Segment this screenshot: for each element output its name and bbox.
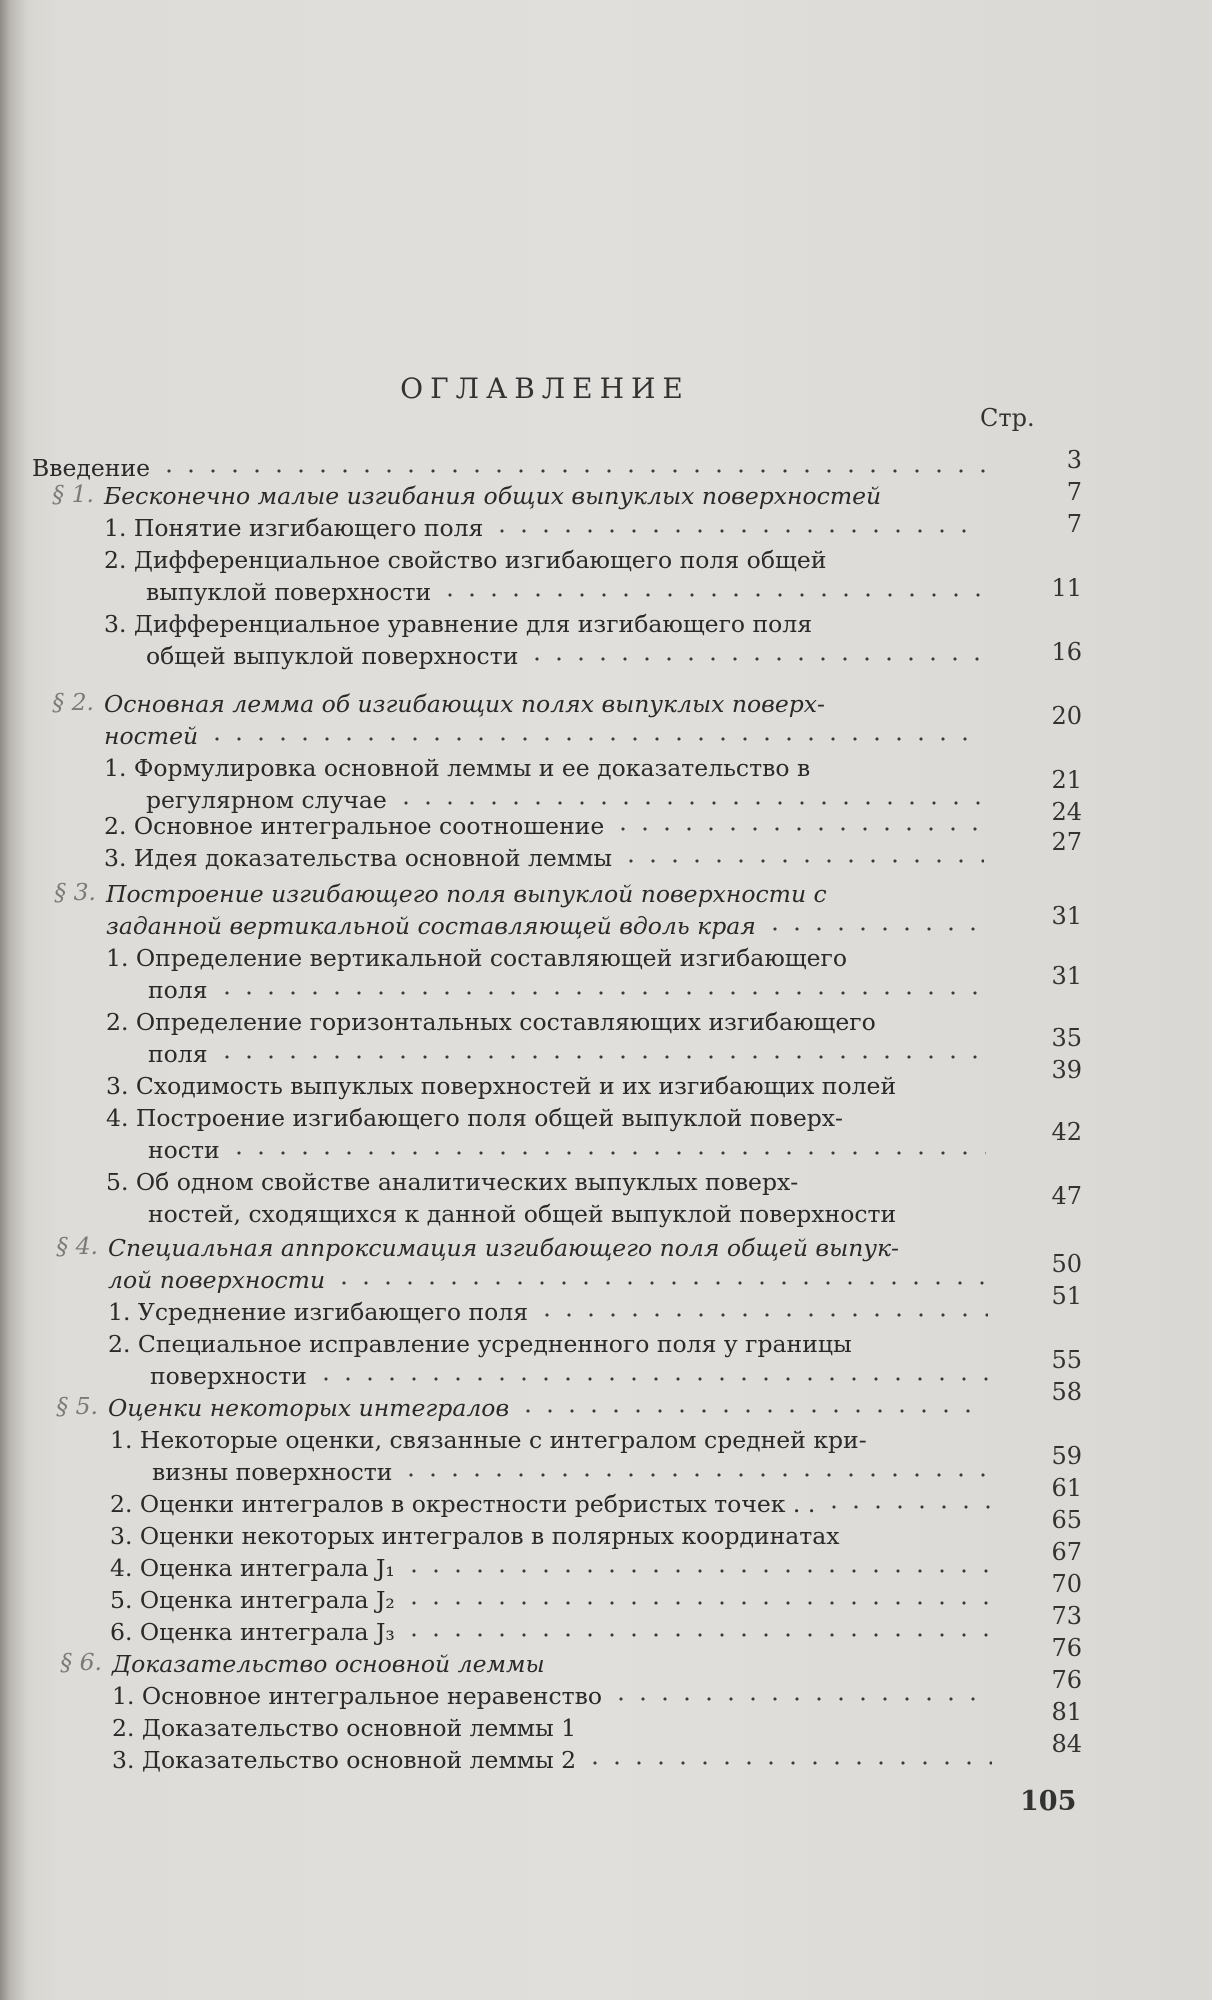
section-mark: § 5. — [56, 1391, 98, 1420]
item-title: 1. Основное интегральное неравенство — [112, 1681, 603, 1710]
page-title: ОГЛАВЛЕНИЕ — [400, 372, 690, 405]
leader-dots — [439, 590, 984, 600]
leader-dots — [584, 1758, 992, 1768]
toc-page-number: 39 — [1051, 1056, 1082, 1084]
toc-page-number: 47 — [1051, 1182, 1082, 1210]
toc-item — [110, 1516, 990, 1550]
toc-page-number: 59 — [1051, 1442, 1082, 1470]
toc-section-3 — [54, 874, 986, 908]
section-title-line-2: ностей — [104, 721, 199, 750]
toc-item — [112, 1740, 992, 1774]
leader-dots — [403, 1630, 990, 1640]
toc-page-number: 11 — [1051, 574, 1082, 602]
toc-item — [104, 806, 984, 840]
item-title: 2. Основное интегральное соотношение — [104, 811, 605, 840]
toc-page-number: 7 — [1066, 478, 1082, 506]
toc-section-1 — [52, 476, 984, 510]
item-title-line-1: 2. Специальное исправление усредненного поля у границы — [108, 1329, 852, 1358]
leader-dots — [403, 1598, 990, 1608]
leader-dots — [620, 856, 984, 866]
leader-dots — [610, 1694, 992, 1704]
leader-dots — [158, 466, 992, 476]
leader-dots — [403, 1566, 990, 1576]
toc-item — [106, 1066, 986, 1100]
item-title-line-2: визны поверхности — [152, 1457, 393, 1486]
toc-page-number: 58 — [1051, 1378, 1082, 1406]
toc-section-continuation — [108, 1260, 988, 1294]
item-title: 1. Понятие изгибающего поля — [104, 513, 484, 542]
item-title: 3. Оценки некоторых интегралов в полярных координатах — [110, 1521, 840, 1550]
toc-page-number: 70 — [1051, 1570, 1082, 1598]
item-title: 2. Доказательство основной леммы 1 — [112, 1713, 577, 1742]
leader-dots — [216, 988, 986, 998]
leader-dots — [764, 924, 986, 934]
toc-item — [108, 1292, 988, 1326]
item-title-line-1: 2. Дифференциальное свойство изгибающего поля общей — [104, 545, 827, 574]
toc-item — [112, 1708, 992, 1742]
leader-dots — [526, 654, 984, 664]
toc-item-continuation — [148, 1194, 986, 1228]
toc-page-number: 3 — [1066, 446, 1082, 474]
toc-section-5 — [56, 1388, 988, 1422]
item-title-line-1: 4. Построение изгибающего поля общей выпуклой поверх- — [106, 1103, 843, 1132]
page-folio-number: 105 — [1020, 1786, 1077, 1817]
toc-page-number: 51 — [1051, 1282, 1082, 1310]
item-title-line-2: поля — [148, 975, 208, 1004]
toc-page-number: 50 — [1051, 1250, 1082, 1278]
toc-page-number: 84 — [1051, 1730, 1082, 1758]
toc-section-continuation — [104, 716, 984, 750]
toc-item — [110, 1484, 990, 1518]
toc-entry-title: Введение — [32, 453, 151, 482]
toc-page-number: 67 — [1051, 1538, 1082, 1566]
leader-dots — [228, 1148, 986, 1158]
toc-item-continuation — [148, 1034, 986, 1068]
toc-page-number: 76 — [1051, 1666, 1082, 1694]
item-title: 3. Сходимость выпуклых поверхностей и их изгибающих полей — [106, 1071, 897, 1100]
toc-section-2 — [52, 684, 984, 718]
toc-item — [104, 508, 984, 542]
item-title-line-2: поверхности — [150, 1361, 307, 1390]
toc-item-continuation — [148, 1130, 986, 1164]
toc-page-number: 31 — [1051, 902, 1082, 930]
section-mark: § 3. — [54, 877, 96, 906]
section-mark: § 4. — [56, 1231, 98, 1260]
item-title-line-1: 1. Формулировка основной леммы и ее доказательство в — [104, 753, 811, 782]
item-title: 4. Оценка интеграла J₁ — [110, 1553, 395, 1582]
section-title-line-1: Основная лемма об изгибающих полях выпуклых поверх- — [104, 689, 825, 718]
toc-page-number: 21 — [1051, 766, 1082, 794]
item-title-line-2: общей выпуклой поверхности — [146, 641, 519, 670]
section-title-line-2: заданной вертикальной составляющей вдоль края — [106, 911, 756, 940]
leader-dots — [612, 824, 984, 834]
item-title: 1. Усреднение изгибающего поля — [108, 1297, 529, 1326]
toc-section-4 — [56, 1228, 988, 1262]
leader-dots — [333, 1278, 988, 1288]
toc-page-number: 7 — [1066, 510, 1082, 538]
section-title-line-1: Построение изгибающего поля выпуклой поверхности с — [106, 879, 827, 908]
toc-item-continuation — [146, 636, 984, 670]
toc-page-number: 31 — [1051, 962, 1082, 990]
toc-page-number: 61 — [1051, 1474, 1082, 1502]
toc-page-number: 81 — [1051, 1698, 1082, 1726]
item-title: 5. Оценка интеграла J₂ — [110, 1585, 395, 1614]
toc-page-number: 27 — [1051, 828, 1082, 856]
item-title: 3. Доказательство основной леммы 2 — [112, 1745, 577, 1774]
section-mark: § 6. — [60, 1647, 102, 1676]
toc-item — [104, 838, 984, 872]
toc-item — [106, 1098, 986, 1132]
leader-dots — [216, 1052, 986, 1062]
toc-item — [106, 938, 986, 972]
item-title: 3. Идея доказательства основной леммы — [104, 843, 613, 872]
section-mark: § 2. — [52, 687, 94, 716]
toc-item — [112, 1676, 992, 1710]
item-title-line-1: 1. Некоторые оценки, связанные с интегралом средней кри- — [110, 1425, 867, 1454]
leader-dots — [206, 734, 984, 744]
toc-page-number: 65 — [1051, 1506, 1082, 1534]
toc-page-number: 35 — [1051, 1024, 1082, 1052]
toc-item-continuation — [150, 1356, 988, 1390]
item-title-line-1: 2. Определение горизонтальных составляющих изгибающего — [106, 1007, 876, 1036]
toc-page-number: 16 — [1051, 638, 1082, 666]
item-title-line-2: ностей, сходящихся к данной общей выпуклой поверхности — [148, 1199, 897, 1228]
toc-item-continuation — [146, 572, 984, 606]
toc-page-number: 20 — [1051, 702, 1082, 730]
page-column-header: Стр. — [980, 404, 1035, 432]
section-title-line-2: лой поверхности — [108, 1265, 326, 1294]
toc-item-continuation — [152, 1452, 990, 1486]
item-title-line-1: 3. Дифференциальное уравнение для изгибающего поля — [104, 609, 813, 638]
section-title: Бесконечно малые изгибания общих выпуклых поверхностей — [104, 481, 882, 510]
section-title: Доказательство основной леммы — [112, 1649, 545, 1678]
toc-page-number: 42 — [1051, 1118, 1082, 1146]
toc-page-number: 24 — [1051, 798, 1082, 826]
item-title-line-1: 5. Об одном свойстве аналитических выпуклых поверх- — [106, 1167, 799, 1196]
leader-dots — [400, 1470, 990, 1480]
item-title: 6. Оценка интеграла J₃ — [110, 1617, 395, 1646]
leader-dots — [315, 1374, 988, 1384]
toc-item — [104, 604, 984, 638]
toc-page-number: 76 — [1051, 1634, 1082, 1662]
item-title-line-2: регулярном случае — [146, 785, 387, 814]
section-title-line-1: Специальная аппроксимация изгибающего поля общей выпук- — [108, 1233, 899, 1262]
item-title: 2. Оценки интегралов в окрестности ребристых точек . . — [110, 1489, 816, 1518]
toc-page-number: 73 — [1051, 1602, 1082, 1630]
toc-item — [104, 748, 984, 782]
item-title-line-2: поля — [148, 1039, 208, 1068]
item-title-line-1: 1. Определение вертикальной составляющей изгибающего — [106, 943, 847, 972]
leader-dots — [491, 526, 984, 536]
toc-item — [106, 1162, 986, 1196]
item-title-line-2: ности — [148, 1135, 220, 1164]
toc-item — [110, 1548, 990, 1582]
item-title-line-2: выпуклой поверхности — [146, 577, 432, 606]
section-title: Оценки некоторых интегралов — [108, 1393, 510, 1422]
section-mark: § 1. — [52, 479, 94, 508]
toc-item — [110, 1612, 990, 1646]
toc-section-continuation — [106, 906, 986, 940]
toc-item — [108, 1324, 988, 1358]
toc-item — [104, 540, 984, 574]
toc-item — [110, 1580, 990, 1614]
toc-section-6 — [60, 1644, 992, 1678]
leader-dots — [536, 1310, 988, 1320]
toc-item — [106, 1002, 986, 1036]
toc-item — [110, 1420, 990, 1454]
leader-dots — [517, 1406, 988, 1416]
toc-item-continuation — [148, 970, 986, 1004]
toc-page-number: 55 — [1051, 1346, 1082, 1374]
leader-dots — [823, 1502, 990, 1512]
